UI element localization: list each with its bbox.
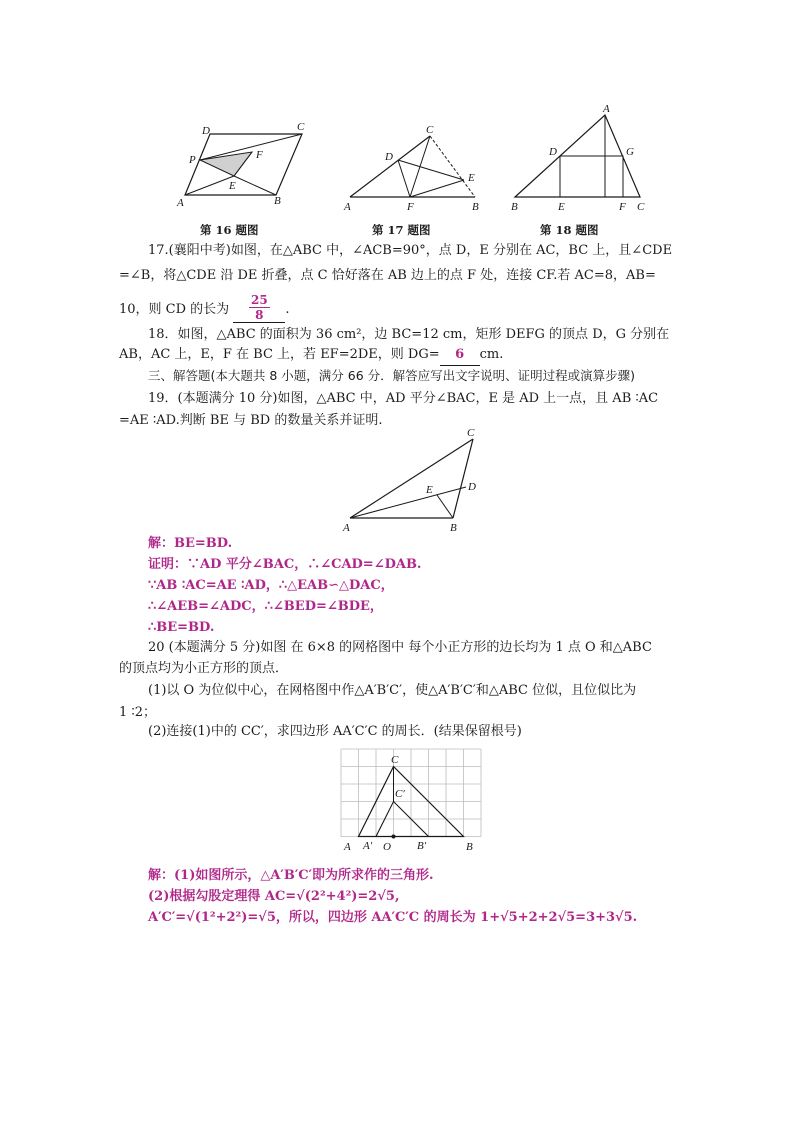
q18-answer: 6 [440,345,480,366]
q18-line2-suffix: cm. [479,347,504,362]
figure-18 [505,100,655,219]
label-D: D [468,481,476,493]
figure-20 [335,743,495,867]
q20-line1: 20 (本题满分 5 分)如图 在 6×8 的网格图中 每个小正方形的边长均为 1 点 O 和△ABC [148,640,652,655]
q20-line3: (1)以 O 为位似中心，在网格图中作△A′B′C′，使△A′B′C′和△ABC 位似，且位似比为 [148,683,637,698]
label-C-prime: C′ [395,788,405,800]
label-A: A [344,841,351,853]
label-B-prime: B′ [417,840,427,852]
label-B: B [450,522,457,534]
q17-line3-prefix: 10，则 CD 的长为 [119,302,230,317]
label-A-prime: A′ [363,840,373,852]
label-O: O [383,841,391,853]
q17-answer-numerator: 25 [250,293,268,307]
label-B: B [472,201,479,213]
q19-line2: =AE ∶AD.判断 BE 与 BD 的数量关系并证明. [119,413,383,428]
q18-line1: 18．如图，△ABC 的面积为 36 cm²，边 BC=12 cm，矩形 DEFG 的顶点 D，G 分别在 [148,327,670,342]
figure-17 [340,122,490,221]
label-G: G [626,146,634,158]
label-A: A [603,103,610,115]
label-C: C [391,754,399,766]
label-B: B [466,841,473,853]
q20-line5: (2)连接(1)中的 CC′，求四边形 AA′C′C 的周长．(结果保留根号) [148,724,522,739]
q19-solution-2: 证明：∵AD 平分∠BAC，∴∠CAD=∠DAB. [148,557,422,572]
label-F: F [619,201,626,213]
q17-answer-fraction [249,293,270,322]
label-E: E [426,484,433,496]
label-D: D [202,125,210,137]
q20-solution-1: 解：(1)如图所示，△A′B′C′即为所求作的三角形. [148,868,434,883]
label-B: B [511,201,518,213]
label-F: F [256,149,263,161]
q17-answer-blank [233,293,285,323]
label-D: D [385,151,393,163]
caption-16: 第 16 题图 [200,223,259,237]
label-C: C [297,121,305,133]
q19-line1: 19．(本题满分 10 分)如图，△ABC 中，AD 平分∠BAC，E 是 AD 上一点，且 AB ∶AC [148,391,659,406]
q17-line1: 17.(襄阳中考)如图，在△ABC 中，∠ACB=90°，点 D，E 分别在 AC，BC 上，且∠CDE [148,243,673,258]
q17-answer-denominator: 8 [255,308,264,322]
section-3-heading: 三、解答题(本大题共 8 小题，满分 66 分．解答应写出文字说明、证明过程或演算步骤) [148,368,636,383]
label-F: F [407,201,414,213]
caption-17: 第 17 题图 [372,223,431,237]
q17-line2: =∠B，将△CDE 沿 DE 折叠，点 C 恰好落在 AB 边上的点 F 处，连接 CF.若 AC=8，AB= [119,268,656,283]
label-C: C [637,201,645,213]
q18-line2-prefix: AB，AC 上，E，F 在 BC 上，若 EF=2DE，则 DG= [119,347,440,362]
label-E: E [558,201,565,213]
parallelogram-diagram [170,118,310,218]
label-C: C [467,427,475,439]
fold-triangle-diagram [340,122,490,217]
q19-solution-1: 解：BE=BD. [148,536,233,551]
label-A: A [344,201,351,213]
q19-solution-4: ∴∠AEB=∠ADC，∴∠BED=∠BDE， [148,599,383,614]
angle-bisector-diagram [340,425,490,540]
q19-solution-3: ∵AB ∶AC=AE ∶AD，∴△EAB∽△DAC， [148,578,394,593]
q17-line3 [119,295,289,325]
figure-16 [170,118,310,222]
q18-line2 [119,345,503,366]
figure-19 [340,425,490,544]
label-A: A [177,197,184,209]
label-B: B [274,195,281,207]
label-E: E [229,180,236,192]
q19-solution-5: ∴BE=BD. [148,620,215,635]
caption-18: 第 18 题图 [540,223,599,237]
label-E: E [468,172,475,184]
q20-line2: 的顶点均为小正方形的顶点． [119,661,289,676]
q17-line3-suffix: . [285,302,290,317]
label-A: A [343,522,350,534]
label-C: C [426,124,434,136]
q20-solution-2: (2)根据勾股定理得 AC=√(2²+4²)=2√5, [148,889,400,904]
q20-solution-3: A′C′=√(1²+2²)=√5，所以，四边形 AA′C′C 的周长为 1+√5+2+2√5=3+3√5. [148,910,638,925]
rectangle-in-triangle-diagram [505,100,655,215]
label-P: P [189,154,196,166]
grid-homothety-diagram [335,743,495,863]
q20-line4: 1 ∶2； [119,705,157,720]
label-D: D [549,146,557,158]
